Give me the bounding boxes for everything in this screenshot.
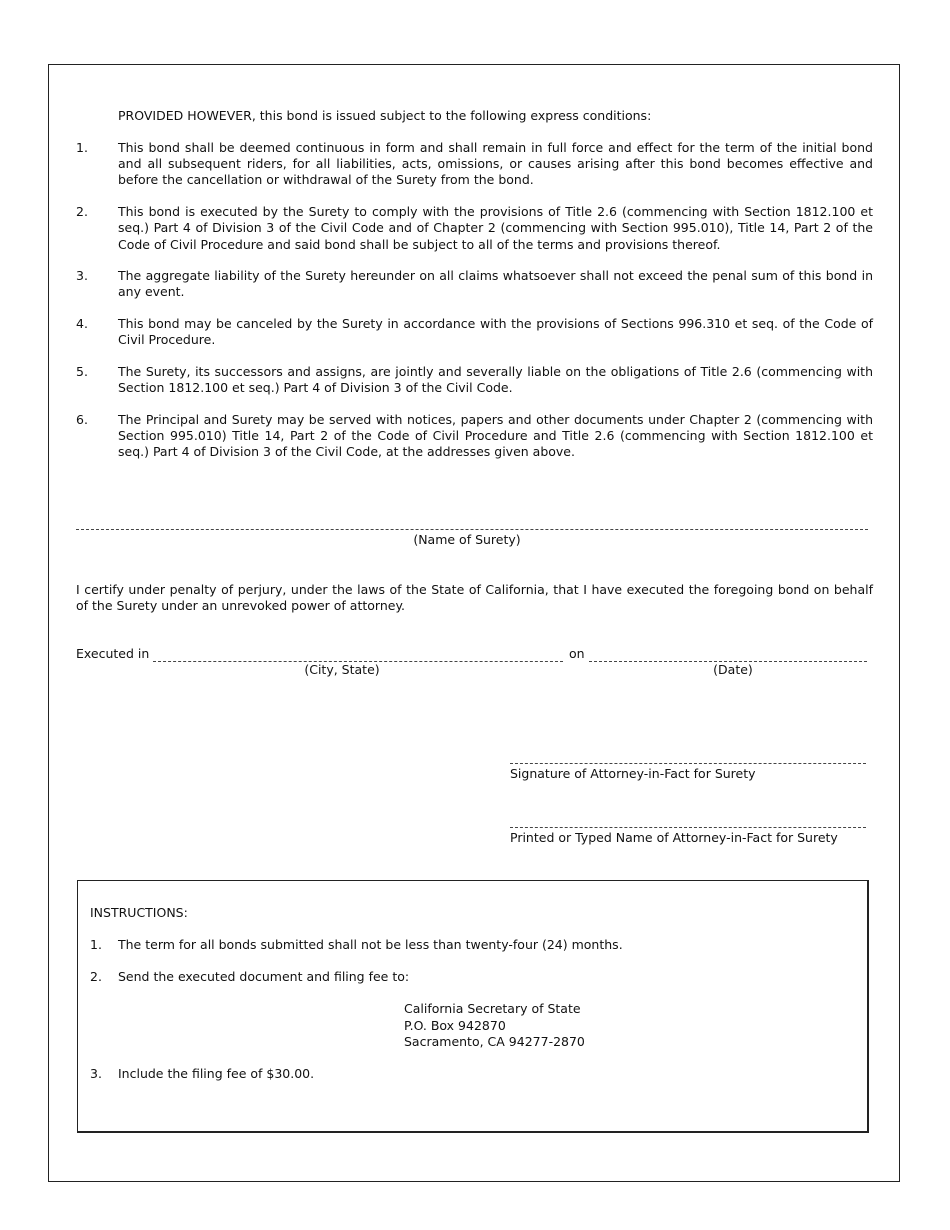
surety-name-caption: (Name of Surety) <box>413 532 521 547</box>
address-line: P.O. Box 942870 <box>404 1017 506 1033</box>
date-caption: (Date) <box>713 662 753 677</box>
printed-name-caption: Printed or Typed Name of Attorney-in-Fact for Surety <box>510 830 838 845</box>
condition-number: 3. <box>76 268 88 284</box>
condition-item <box>76 140 873 189</box>
condition-text: This bond is executed by the Surety to comply with the provisions of Title 2.6 (commencing with Section 1812.100 et seq.) Part 4 of Division 3 of the Civil Code and of Chapter 2 (commencing with Section 995.010), Title 14, Part 2 of the Code of Civil Procedure and said bond shall be subject to all of the terms and provisions thereof. <box>118 204 873 252</box>
instruction-item <box>90 1066 314 1082</box>
instruction-text: The term for all bonds submitted shall not be less than twenty-four (24) months. <box>118 937 623 952</box>
condition-item <box>76 268 873 300</box>
signature-caption: Signature of Attorney-in-Fact for Surety <box>510 766 756 781</box>
condition-text: The aggregate liability of the Surety hereunder on all claims whatsoever shall not exceed the penal sum of this bond in any event. <box>118 268 873 300</box>
condition-number: 1. <box>76 140 88 155</box>
condition-item <box>76 412 873 461</box>
condition-number: 6. <box>76 411 88 427</box>
condition-item <box>76 316 873 348</box>
address-line: California Secretary of State <box>404 1001 581 1016</box>
condition-number: 4. <box>76 316 88 332</box>
condition-number: 5. <box>76 364 88 380</box>
intro-text: PROVIDED HOWEVER, this bond is issued subject to the following express conditions: <box>118 108 652 123</box>
instruction-item <box>90 937 623 953</box>
condition-item <box>76 364 873 396</box>
condition-text: The Principal and Surety may be served with notices, papers and other documents under Chapter 2 (commencing with Section 995.010) Title 14, Part 2 of the Code of Civil Procedure and Title 2.6 (commencing with Section 1812.100 et seq.) Part 4 of Division 3 of the Civil Code, at the addresses given above. <box>118 411 873 460</box>
instruction-number: 1. <box>90 937 102 952</box>
printed-name-line[interactable] <box>510 827 866 828</box>
city-state-caption: (City, State) <box>304 662 380 677</box>
address-line: Sacramento, CA 94277-2870 <box>404 1034 585 1049</box>
condition-text: This bond may be canceled by the Surety in accordance with the provisions of Sections 996.310 et seq. of the Code of Civil Procedure. <box>118 316 873 348</box>
condition-text: The Surety, its successors and assigns, are jointly and severally liable on the obligations of Title 2.6 (commencing with Section 1812.100 et seq.) Part 4 of Division 3 of the Civil Code. <box>118 364 873 396</box>
condition-text: This bond shall be deemed continuous in form and shall remain in full force and effect for the term of the initial bond and all subsequent riders, for all liabilities, acts, omissions, or causes arising after this bond becomes effective and before the cancellation or withdrawal of the Surety from the bond. <box>118 140 873 188</box>
instruction-number: 3. <box>90 1066 102 1081</box>
instruction-number: 2. <box>90 969 102 984</box>
instructions-box <box>77 880 869 1133</box>
signature-line[interactable] <box>510 763 866 764</box>
instruction-text: Send the executed document and filing fee to: <box>118 969 410 984</box>
on-label: on <box>569 646 585 661</box>
executed-in-label: Executed in <box>76 646 150 661</box>
instruction-item <box>90 969 409 985</box>
condition-number: 2. <box>76 204 88 220</box>
condition-item <box>76 204 873 253</box>
surety-name-line[interactable] <box>76 529 868 530</box>
mailing-address <box>404 1001 585 1051</box>
instructions-title: INSTRUCTIONS: <box>90 905 188 920</box>
instruction-text: Include the filing fee of $30.00. <box>118 1066 315 1081</box>
conditions-list <box>76 140 873 476</box>
certification-text: I certify under penalty of perjury, under the laws of the State of California, that I have executed the foregoing bond on behalf of the Surety under an unrevoked power of attorney. <box>76 582 873 614</box>
